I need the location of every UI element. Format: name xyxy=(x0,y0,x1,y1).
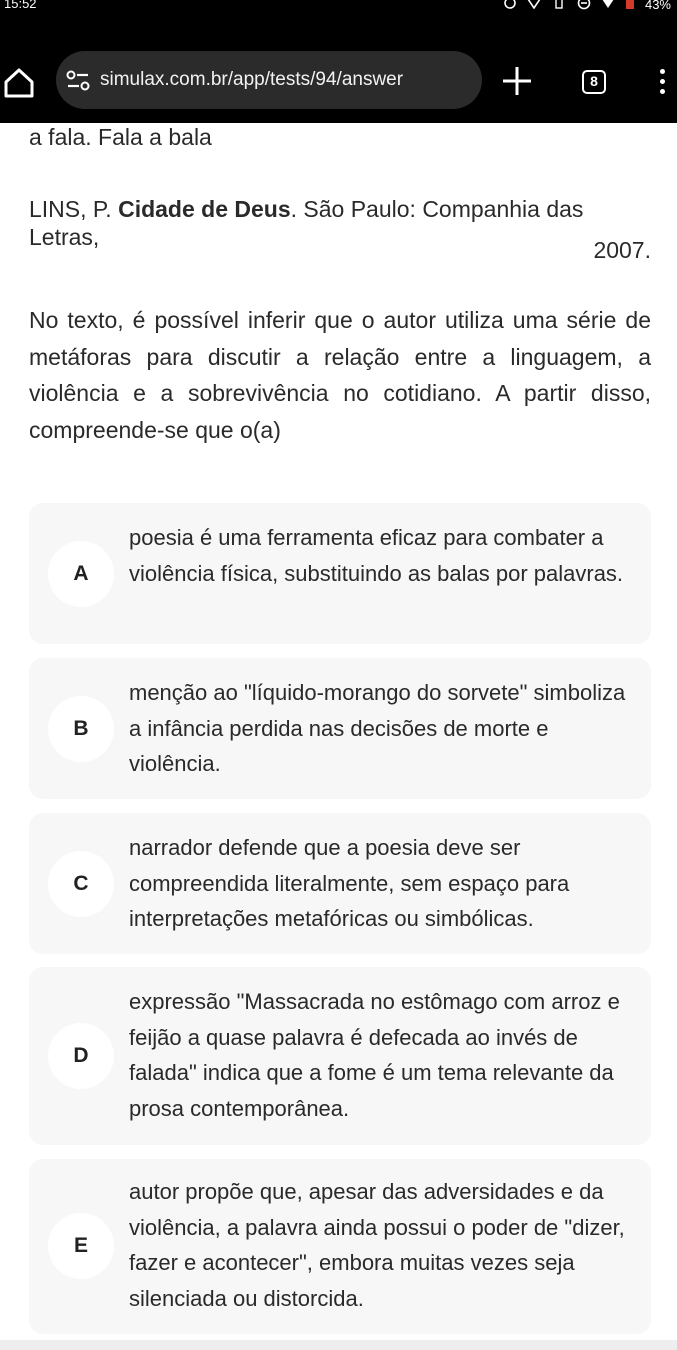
menu-dot-icon xyxy=(660,69,665,74)
option-text: expressão "Massacrada no estômago com arroz e feijão a quase palavra é defecada ao invés de falada" indica que a fome é um tema relevante da prosa contemporânea. xyxy=(129,989,620,1121)
url-text[interactable]: simulax.com.br/app/tests/94/answer xyxy=(100,69,404,90)
option-letter[interactable]: C xyxy=(48,851,114,917)
option-text: poesia é uma ferramenta eficaz para combater a violência física, substituindo as balas por palavras. xyxy=(129,525,624,586)
option-text: menção ao "líquido-morango do sorvete" simboliza a infância perdida nas decisões de morte e violência. xyxy=(129,680,626,776)
option-letter[interactable]: D xyxy=(48,1023,114,1089)
option-b[interactable] xyxy=(29,658,651,799)
wifi-icon xyxy=(527,0,541,12)
new-tab-button[interactable] xyxy=(500,64,534,98)
option-e[interactable] xyxy=(29,1159,651,1334)
status-icons xyxy=(503,0,671,13)
more-menu-button[interactable] xyxy=(654,66,670,98)
source-year: 2007. xyxy=(593,237,651,263)
alarm-icon xyxy=(503,0,517,13)
option-c[interactable] xyxy=(29,813,651,954)
option-a[interactable] xyxy=(29,503,651,644)
plus-icon xyxy=(500,64,534,98)
browser-toolbar xyxy=(0,14,677,123)
option-text: narrador defende que a poesia deve ser compreendida literalmente, sem espaço para interpretações metafóricas ou simbólicas. xyxy=(129,835,570,931)
source-publisher: . São Paulo: Companhia das Letras, xyxy=(29,196,584,250)
option-letter[interactable]: B xyxy=(48,696,114,762)
status-time: 15:52 xyxy=(4,0,37,11)
home-button[interactable] xyxy=(0,64,38,100)
site-settings-icon[interactable] xyxy=(64,69,92,93)
option-d[interactable] xyxy=(29,967,651,1145)
source-author: LINS, P. xyxy=(29,196,112,222)
source-title: Cidade de Deus xyxy=(118,196,291,222)
option-letter[interactable]: E xyxy=(48,1213,114,1279)
menu-dot-icon xyxy=(660,79,665,84)
bottom-strip xyxy=(0,1340,677,1350)
passage-tail: a fala. Fala a bala xyxy=(29,124,212,150)
option-letter[interactable]: A xyxy=(48,541,114,607)
tab-switcher-button[interactable]: 8 xyxy=(582,70,606,94)
home-icon xyxy=(0,64,38,100)
option-text: autor propõe que, apesar das adversidades e da violência, a palavra ainda possui o poder de "dizer, fazer e acontecer", embora muitas vezes seja silenciada ou distorcida. xyxy=(129,1179,625,1311)
battery-level: 43% xyxy=(644,0,671,12)
question-text: No texto, é possível inferir que o autor utiliza uma série de metáforas para discutir a relação entre a linguagem, a violência e a sobrevivência no cotidiano. A partir disso, compreende-se que o(a) xyxy=(29,307,651,443)
signal-icon xyxy=(601,0,615,12)
menu-dot-icon xyxy=(660,89,665,94)
vibrate-icon xyxy=(551,0,567,12)
address-bar[interactable] xyxy=(56,51,482,109)
dnd-icon xyxy=(577,0,591,13)
battery-icon xyxy=(625,0,635,13)
status-bar xyxy=(0,0,677,14)
